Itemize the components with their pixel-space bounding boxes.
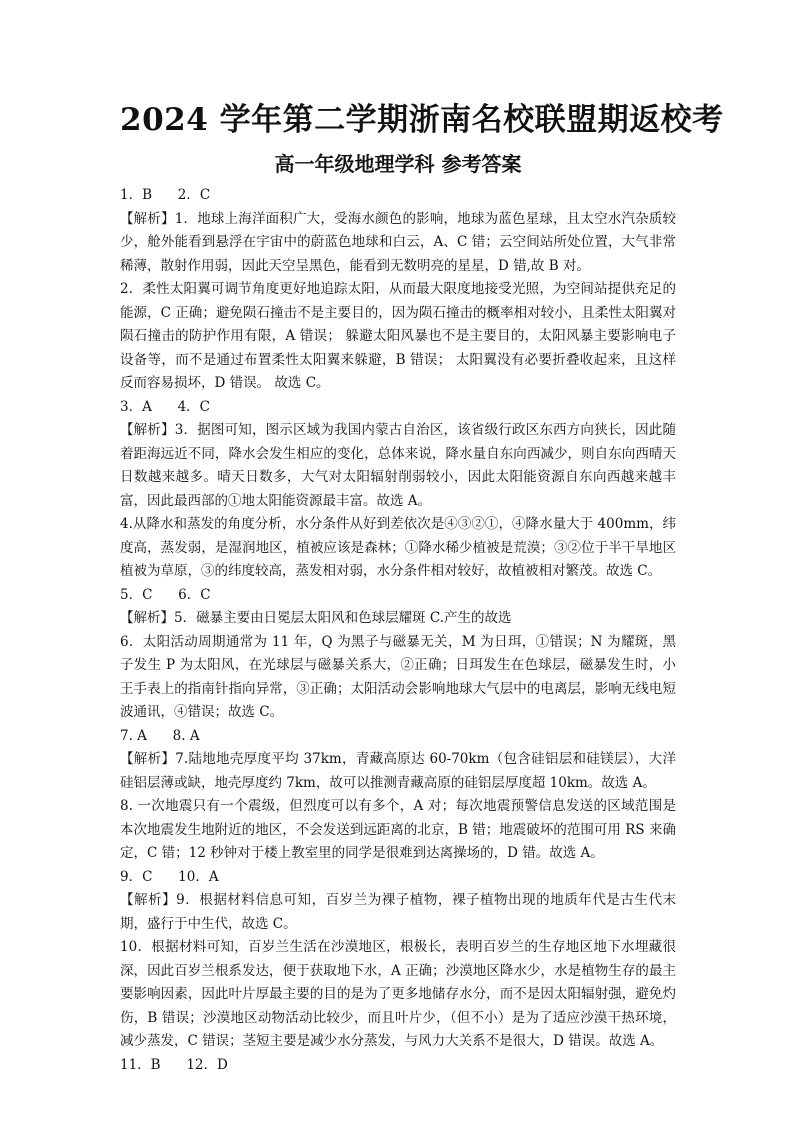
explanation-q2: 2．柔性太阳翼可调节角度更好地追踪太阳，从而最大限度地接受光照，为空间站提供充足的能源，C 正确；避免陨石撞击不是主要目的，因为陨石撞击的概率相对较小，且柔性太阳翼对陨石撞击的防护作用有限，A 错误； 躲避太阳风暴也不是主要目的，太阳风暴主要影响电子设备等，而不是通过布置柔性太阳翼来躲避，B 错误； 太阳翼没有必要折叠收起来，且这样反而容易损坏，D 错误。 故选 C。 [120, 281, 676, 391]
answer-line-q9-q10: 9．C 10．A [120, 868, 219, 885]
answer-line-q5-q6: 5．C 6．C [120, 586, 211, 603]
explanation-q8: 8. 一次地震只有一个震级，但烈度可以有多个，A 对；每次地震预警信息发送的区域范围是本次地震发生地附近的地区，不会发送到远距离的北京，B 错；地震破坏的范围可用 RS 来确定，C 错；12 秒钟对于楼上教室里的同学是很难到达离操场的，D 错。故选 A。 [120, 798, 676, 861]
exam-title: 2024 学年第二学期浙南名校联盟期返校考 [120, 102, 724, 138]
answer-line-q3-q4: 3．A 4．C [120, 398, 211, 415]
explanation-q10: 10．根据材料可知，百岁兰生活在沙漠地区，根极长，表明百岁兰的生存地区地下水埋藏很深，因此百岁兰根系发达，便于获取地下水，A 正确；沙漠地区降水少，水是植物生存的最主要影响因素，因此叶片厚最主要的目的是为了更多地储存水分，而不是因太阳辐射强，避免灼伤，B 错误；沙漠地区动物活动比较少，而且叶片少，（但不小）是为了适应沙漠干热环境，减少蒸发，C 错误；茎短主要是减少水分蒸发，与风力大关系不是很大，D 错误。故选 A。 [120, 939, 676, 1049]
explanation-q1: 【解析】1．地球上海洋面积广大，受海水颜色的影响，地球为蓝色星球，且太空水汽杂质较少，舱外能看到悬浮在宇宙中的蔚蓝色地球和白云，A、C 错；云空间站所处位置，大气非常稀薄，散射作用弱，因此天空呈黑色，能看到无数明亮的星星，D 错,故 B 对。 [120, 210, 676, 274]
explanation-q6: 6．太阳活动周期通常为 11 年，Q 为黑子与磁暴无关，M 为日珥，①错误；N 为耀斑，黑子发生 P 为太阳风，在光球层与磁暴关系大，②正确；日珥发生在色球层，磁暴发生时，小王手表上的指南针指向异常，③正确；太阳活动会影响地球大气层中的电离层，影响无线电短波通讯，④错误；故选 C。 [120, 633, 676, 720]
answer-line-q7-q8: 7. A 8. A [120, 727, 200, 744]
answer-content [120, 184, 676, 1077]
explanation-q5: 【解析】5．磁暴主要由日冕层太阳风和色球层耀斑 C.产生的故选 [120, 610, 512, 626]
explanation-q4: 4.从降水和蒸发的角度分析，水分条件从好到差依次是④③②①，④降水量大于 400mm，纬度高，蒸发弱，是湿润地区，植被应该是森林；①降水稀少植被是荒漠；③②位于半干旱地区植被为草原，③的纬度较高，蒸发相对弱，水分条件相对较好，故植被相对繁茂。故选 C。 [120, 516, 676, 579]
explanation-q9: 【解析】9．根据材料信息可知，百岁兰为裸子植物，裸子植物出现的地质年代是古生代末期，盛行于中生代，故选 C。 [120, 892, 676, 932]
explanation-q7: 【解析】7.陆地地壳厚度平均 37km，青藏高原达 60-70km（包含硅铝层和硅镁层），大洋硅铝层薄或缺，地壳厚度约 7km，故可以推测青藏高原的硅铝层厚度超 10km。故选 A。 [120, 751, 676, 791]
explanation-q3: 【解析】3．据图可知，图示区域为我国内蒙古自治区，该省级行政区东西方向狭长，因此随着距海远近不同，降水会发生相应的变化，总体来说，降水量自东向西减少，则自东向西晴天日数越来越多。晴天日数多，大气对太阳辐射削弱较小，因此太阳能资源自东向西越来越丰富，因此最西部的①地太阳能资源最丰富。故选 A。 [120, 422, 676, 509]
answer-key-subtitle: 高一年级地理学科 参考答案 [274, 152, 522, 176]
answer-line-q11-q12: 11．B 12．D [120, 1056, 228, 1073]
answer-line-q1-q2: 1．B 2．C [120, 187, 211, 203]
